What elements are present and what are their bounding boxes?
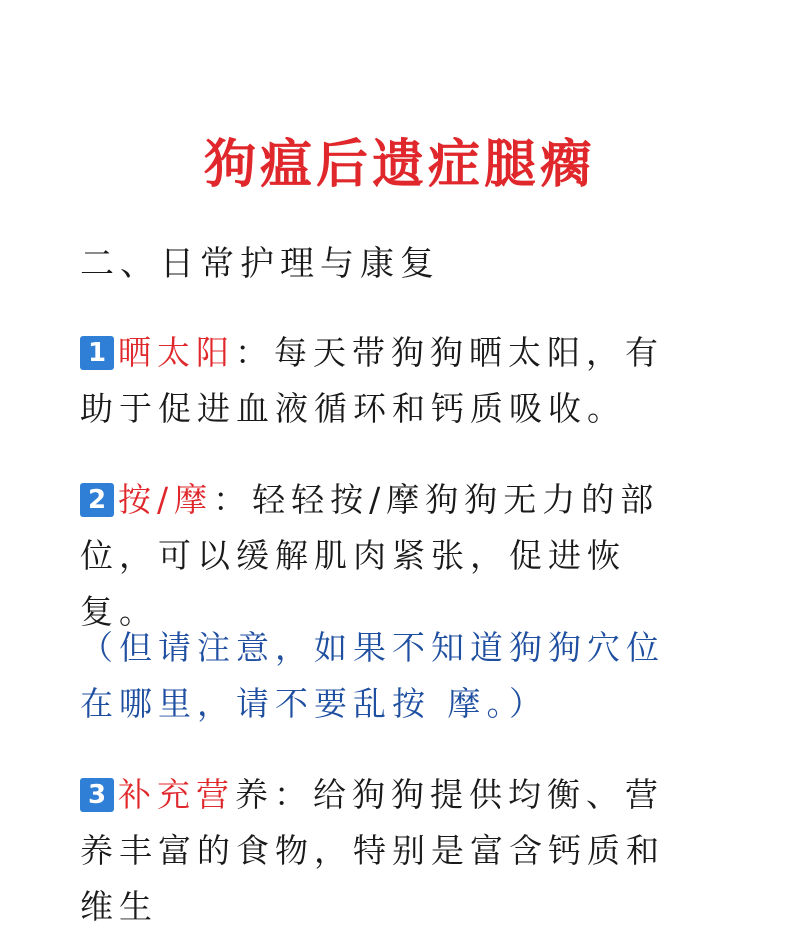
item-keyword: 按/摩 [118, 480, 214, 519]
list-item-sunbathing [80, 325, 700, 437]
number-badge-2: 2 [80, 483, 114, 517]
page-title: 狗瘟后遗症腿瘸 [203, 135, 596, 195]
item-text: 养：给狗狗提供均衡、营养丰富的食物，特别是富含钙质和维生 [80, 775, 665, 926]
list-item-nutrition [80, 767, 700, 935]
number-badge-3: 3 [80, 778, 114, 812]
number-badge-1: 1 [80, 336, 114, 370]
item-keyword: 补充营 [118, 775, 235, 814]
item-text: ：每天带狗狗晒太阳，有助于促进血液循环和钙质吸收。 [80, 333, 664, 428]
note-text: （但请注意，如果不知道狗狗穴位在哪里，请不要乱按 摩。） [80, 628, 665, 723]
list-item-massage [80, 472, 700, 640]
item-keyword: 晒太阳 [118, 333, 235, 372]
section-heading: 二、日常护理与康复 [80, 244, 440, 284]
item-text: ：轻轻按/摩狗狗无力的部位，可以缓解肌肉紧张，促进恢复。 [80, 480, 660, 631]
